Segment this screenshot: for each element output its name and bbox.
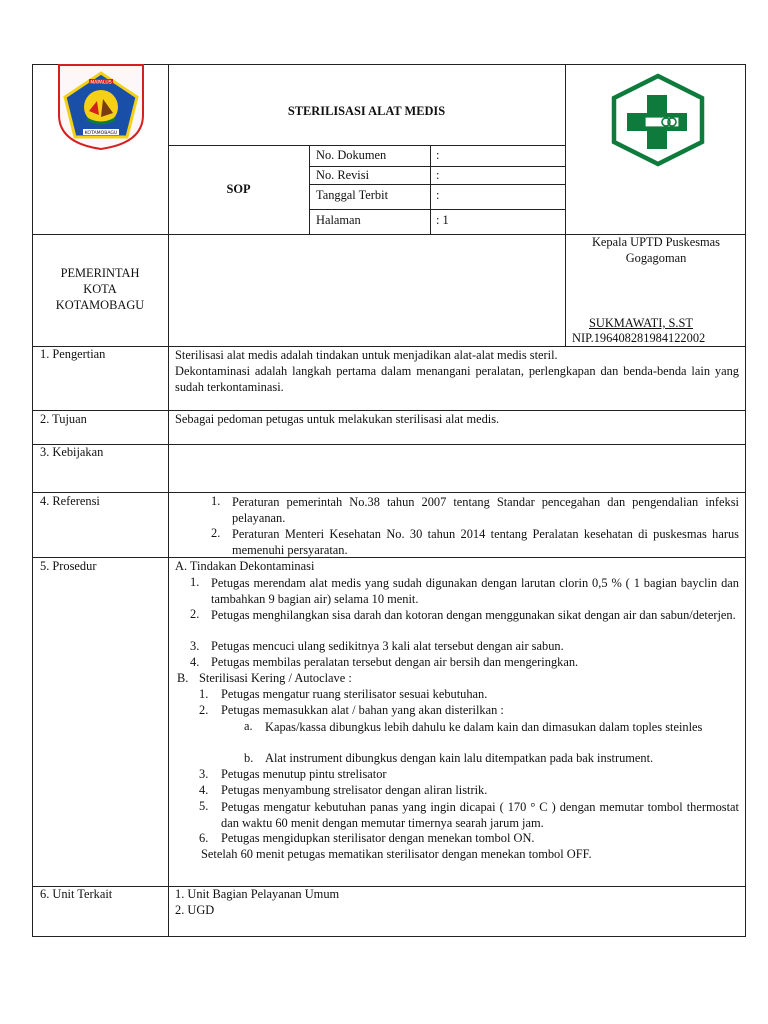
city-seal-icon (53, 63, 149, 151)
referensi-item-2-text: Peraturan Menteri Kesehatan No. 30 tahun 2014 tentang Peralatan kesehatan di puskesmas harus memenuhi persyaratan. (232, 527, 739, 557)
tujuan-text: Sebagai pedoman petugas untuk melakukan sterilisasi alat medis. (175, 412, 500, 426)
prosedur-a-2-num: 2. (190, 607, 200, 621)
issuer-line-1: PEMERINTAH (60, 266, 140, 280)
page-label: Halaman (316, 213, 361, 227)
approver-title-2: Gogagoman (625, 251, 687, 265)
border-bottom (32, 936, 746, 937)
col-divider-right (565, 64, 566, 346)
prosedur-b-2a-num: a. (244, 719, 253, 733)
prosedur-b-title: Sterilisasi Kering / Autoclave : (199, 671, 352, 685)
approver-name: SUKMAWATI, S.ST (589, 316, 693, 330)
prosedur-b-1-text: Petugas mengatur ruang sterilisator sesuai kebutuhan. (221, 687, 488, 701)
seal-bottom-text: KOTAMOBAGU (84, 131, 118, 136)
title-divider (168, 145, 565, 146)
referensi-label: 4. Referensi (40, 494, 100, 508)
unit-terkait-label: 6. Unit Terkait (40, 887, 113, 901)
docinfo-row-3 (309, 209, 565, 210)
unit-terkait-item-2: 2. UGD (175, 903, 215, 917)
row-divider-2 (32, 444, 746, 445)
unit-terkait-item-1: 1. Unit Bagian Pelayanan Umum (175, 887, 340, 901)
page-value: : 1 (436, 213, 449, 227)
prosedur-closing: Setelah 60 menit petugas mematikan sterilisator dengan menekan tombol OFF. (201, 847, 592, 861)
document-title: STERILISASI ALAT MEDIS (287, 104, 446, 118)
pengertian-text-2: Dekontaminasi adalah langkah pertama dalam menangani peralatan, perlengkapan dan benda-benda lain yang sudah terkontaminasi. (175, 364, 739, 394)
prosedur-b-6-num: 6. (199, 831, 209, 845)
prosedur-b-num: B. (177, 671, 189, 685)
prosedur-b-5-num: 5. (199, 799, 209, 813)
tujuan-label: 2. Tujuan (40, 412, 87, 426)
doc-number-label: No. Dokumen (316, 148, 387, 162)
row-divider-5 (32, 886, 746, 887)
border-left (32, 64, 33, 937)
puskesmas-logo (609, 73, 707, 167)
prosedur-b-2b-text: Alat instrument dibungkus dengan kain lalu ditempatkan pada bak instrument. (265, 751, 654, 765)
city-logo (53, 63, 149, 151)
prosedur-b-6-text: Petugas mengidupkan sterilisator dengan menekan tombol ON. (221, 831, 535, 845)
seal-top-text: MAPALUS (90, 80, 112, 86)
prosedur-a-3-text: Petugas mencuci ulang sedikitnya 3 kali alat tersebut dengan air sabun. (211, 639, 564, 653)
prosedur-b-4-num: 4. (199, 783, 209, 797)
sop-label: SOP (226, 182, 251, 196)
prosedur-b-3-text: Petugas menutup pintu strelisator (221, 767, 387, 781)
prosedur-label: 5. Prosedur (40, 559, 97, 573)
prosedur-b-3-num: 3. (199, 767, 209, 781)
revision-value: : (436, 168, 440, 182)
prosedur-b-2b-num: b. (244, 751, 254, 765)
issuer-line-3: KOTAMOBAGU (55, 298, 145, 312)
prosedur-a-4-text: Petugas membilas peralatan tersebut dengan air bersih dan mengeringkan. (211, 655, 579, 669)
row-divider-3 (32, 492, 746, 493)
issue-date-label: Tanggal Terbit (316, 188, 389, 202)
prosedur-a-1-num: 1. (190, 575, 200, 589)
prosedur-a-4-num: 4. (190, 655, 200, 669)
kebijakan-label: 3. Kebijakan (40, 445, 104, 459)
prosedur-b-1-num: 1. (199, 687, 209, 701)
referensi-item-2-num: 2. (211, 526, 221, 540)
row-divider-1 (32, 410, 746, 411)
referensi-item-1-text: Peraturan pemerintah No.38 tahun 2007 tentang Standar pencegahan dan pengendalian infeksi pelayanan. (232, 495, 739, 525)
prosedur-b-5-text: Petugas mengatur kebutuhan panas yang ingin dicapai ( 170 ° C ) dengan memutar tombol thermostat dan waktu 60 menit dengan memutar timernya searah jarum jam. (221, 800, 739, 830)
issue-date-value: : (436, 188, 440, 202)
prosedur-b-4-text: Petugas menyambung strelisator dengan aliran listrik. (221, 783, 488, 797)
docinfo-row-2 (309, 184, 565, 185)
prosedur-a-title: A. Tindakan Dekontaminasi (175, 559, 315, 573)
prosedur-b-2-num: 2. (199, 703, 209, 717)
border-right (745, 64, 746, 937)
pengertian-label: 1. Pengertian (40, 347, 106, 361)
prosedur-b-2-text: Petugas memasukkan alat / bahan yang akan disterilkan : (221, 703, 504, 717)
prosedur-a-2-text: Petugas menghilangkan sisa darah dan kotoran dengan menggunakan sikat dengan air dan sabun/deterjen. (211, 608, 736, 622)
pengertian-text-1: Sterilisasi alat medis adalah tindakan untuk menjadikan alat-alat medis steril. (175, 348, 558, 362)
issuer-line-2: KOTA (83, 282, 117, 296)
prosedur-a-1-text: Petugas merendam alat medis yang sudah digunakan dengan larutan clorin 0,5 % ( 1 bagian bayclin dan tambahkan 9 bagian air) selama 10 menit. (211, 576, 739, 606)
approver-title-1: Kepala UPTD Puskesmas (591, 235, 721, 249)
docinfo-divider-1 (309, 145, 310, 234)
docinfo-row-1 (309, 166, 565, 167)
approver-nip: NIP.196408281984122002 (572, 331, 706, 345)
revision-label: No. Revisi (316, 168, 370, 182)
referensi-item-1-num: 1. (211, 494, 221, 508)
docinfo-divider-2 (430, 145, 431, 234)
prosedur-a-3-num: 3. (190, 639, 200, 653)
doc-number-value: : (436, 148, 440, 162)
puskesmas-cross-icon (609, 73, 707, 167)
prosedur-b-2a-text: Kapas/kassa dibungkus lebih dahulu ke dalam kain dan dimasukan dalam toples steinles (265, 720, 703, 734)
